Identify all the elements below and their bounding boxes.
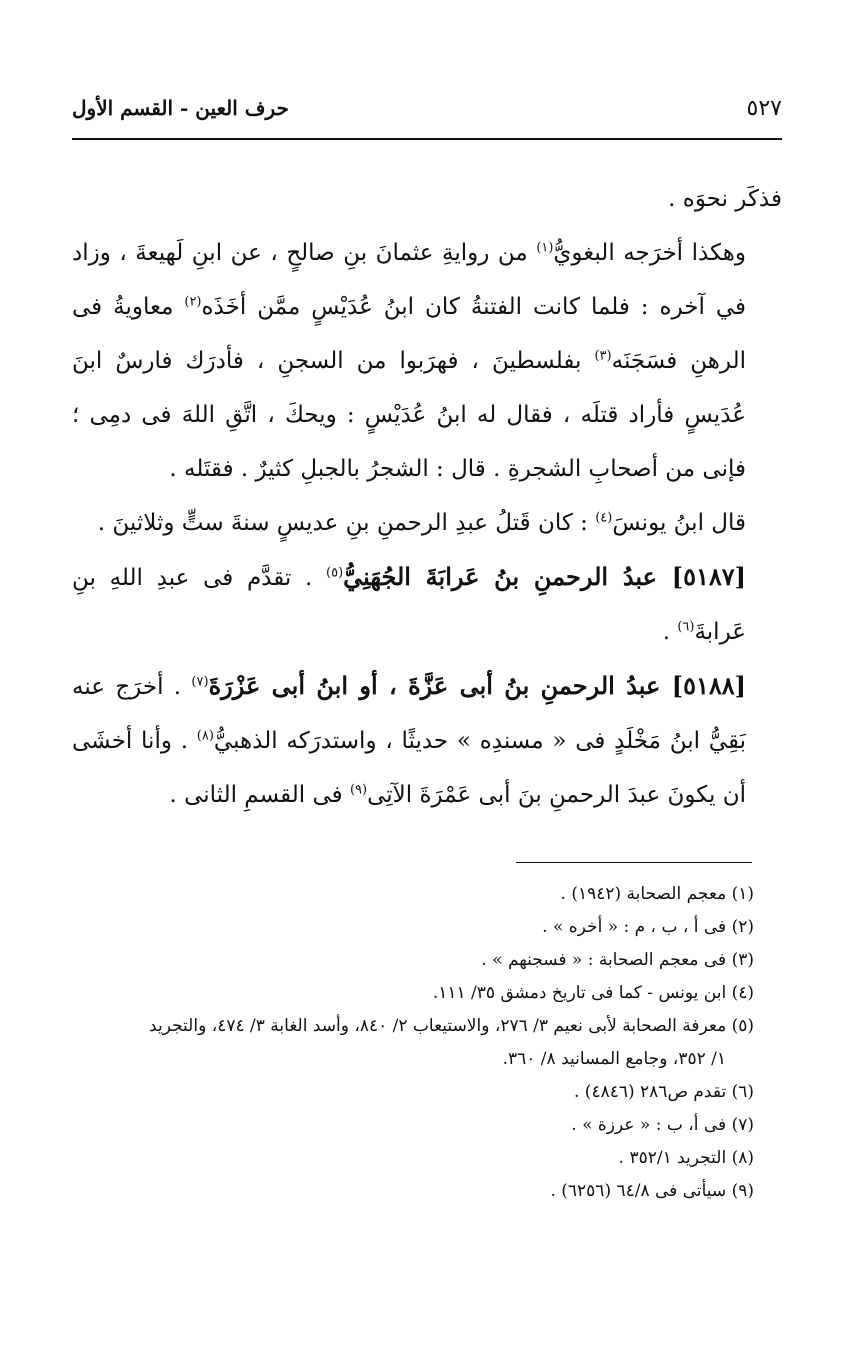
footnote-6: (٦) تقدم ص٢٨٦ (٤٨٤٦) . bbox=[574, 1082, 754, 1102]
entry-number: [٥١٨٨] bbox=[671, 671, 746, 700]
footnote-9: (٩) سيأتى فى ٦٤/٨ (٦٢٥٦) . bbox=[550, 1181, 754, 1201]
paragraph-2: وهكذا أخرَجه البغويُّ$^{(١)}$ من روايةِ عثمانَ بنِ صالحٍ ، عن ابنِ لَهيعةَ ، وزاد في آخره : فلما كانت الفتنةُ كان ابنُ عُدَيْسٍ ممَّن أخَذَه$^{(٢)}$ معاويةُ فى الرهنِ فسَجَنَه$^{(٣)}$ بفلسطينَ ، فهرَبوا من السجنِ ، فأدرَك فارسٌ ابنَ عُدَيسٍ فأراد قتلَه ، فقال له ابنُ عُدَيْسٍ : ويحكَ ، اتَّقِ اللهَ فى دمِى ؛ فإنى من أصحابِ الشجرةِ . قال : الشجرُ بالجبلِ كثيرٌ . فقتَله . bbox=[72, 240, 746, 482]
main-text bbox=[72, 172, 782, 822]
footnote-ref-3[interactable]: (٣) bbox=[594, 348, 612, 364]
entry-number: [٥١٨٧] bbox=[671, 562, 746, 591]
footnote-rule bbox=[516, 862, 752, 863]
footnote-2: (٢) فى أ ، ب ، م : « أخره » . bbox=[542, 917, 754, 937]
footnote-8: (٨) التجريد ٣٥٢/١ . bbox=[618, 1148, 754, 1168]
footnote-1: (١) معجم الصحابة (١٩٤٢) . bbox=[560, 884, 754, 904]
entry-name: عبدُ الرحمنِ بنُ أبى عَزَّةَ ، أو ابنُ أبى عَزْرَةَ bbox=[208, 671, 672, 700]
entry-5187: [٥١٨٧] عبدُ الرحمنِ بنُ عَرابَةَ الجُهَنِيُّ$^{(٥)}$ . تقدَّم فى عبدِ اللهِ بنِ عَرابةَ$^{(٦)}$ . bbox=[72, 562, 746, 645]
footnote-ref-4[interactable]: (٤) bbox=[595, 510, 613, 526]
footnote-ref-5[interactable]: (٥) bbox=[326, 565, 344, 581]
paragraph-1: فذكَر نحوَه . bbox=[668, 186, 782, 212]
footnotes bbox=[72, 878, 754, 1208]
footnote-5: (٥) معرفة الصحابة لأبى نعيم ٣/ ٢٧٦، والاستيعاب ٢/ ٨٤٠، وأسد الغابة ٣/ ٤٧٤، والتجريد bbox=[149, 1016, 754, 1036]
footnote-3: (٣) فى معجم الصحابة : « فسجنهم » . bbox=[481, 950, 754, 970]
footnote-7: (٧) فى أ، ب : « عرزة » . bbox=[571, 1115, 754, 1135]
entry-5188: [٥١٨٨] عبدُ الرحمنِ بنُ أبى عَزَّةَ ، أو ابنُ أبى عَزْرَةَ$^{(٧)}$ . أخرَج عنه بَقِيُّ ابنُ مَخْلَدٍ فى « مسندِه » حديثًا ، واستدرَكه الذهبيُّ$^{(٨)}$ . وأنا أخشَى أن يكونَ عبدَ الرحمنِ بنَ أبى عَمْرَةَ الآتِى$^{(٩)}$ فى القسمِ الثانى . bbox=[72, 671, 746, 808]
footnote-ref-9[interactable]: (٩) bbox=[349, 782, 368, 798]
paragraph-3: قال ابنُ يونسَ$^{(٤)}$ : كان قَتلُ عبدِ الرحمنِ بنِ عديسٍ سنةَ ستٍّ وثلاثينَ . bbox=[97, 510, 746, 536]
header-rule bbox=[72, 138, 782, 140]
footnote-5-continued: ١/ ٣٥٢، وجامع المسانيد ٨/ ٣٦٠. bbox=[502, 1049, 726, 1069]
footnote-4: (٤) ابن يونس - كما فى تاريخ دمشق ٣٥/ ١١١. bbox=[432, 983, 754, 1003]
footnote-ref-8[interactable]: (٨) bbox=[196, 728, 214, 744]
page-number: ٥٢٧ bbox=[746, 95, 782, 121]
footnote-ref-1[interactable]: (١) bbox=[536, 240, 554, 256]
running-title: حرف العين - القسم الأول bbox=[72, 96, 289, 120]
entry-name: عبدُ الرحمنِ بنُ عَرابَةَ الجُهَنِيُّ bbox=[343, 562, 672, 591]
footnote-ref-7[interactable]: (٧) bbox=[191, 674, 209, 690]
footnote-ref-2[interactable]: (٢) bbox=[184, 294, 202, 310]
page-header bbox=[72, 88, 782, 128]
footnote-ref-6[interactable]: (٦) bbox=[677, 619, 695, 635]
